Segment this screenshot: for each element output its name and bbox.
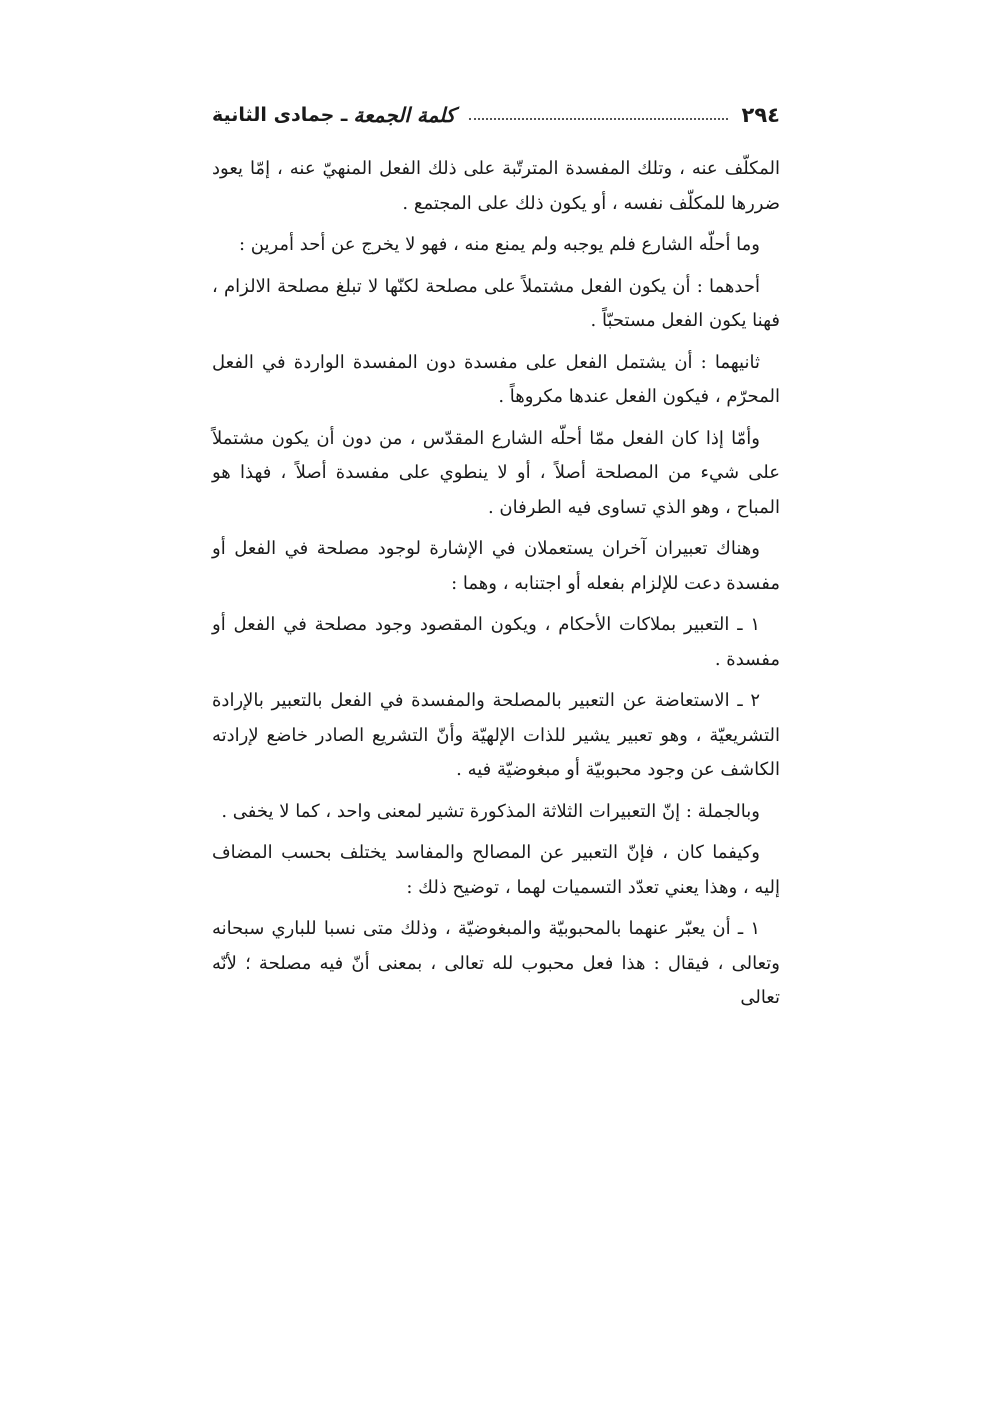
paragraph: وبالجملة : إنّ التعبيرات الثلاثة المذكورة تشير لمعنى واحد ، كما لا يخفى . <box>221 800 760 822</box>
paragraph: وأمّا إذا كان الفعل ممّا أحلّه الشارع المقدّس ، من دون أن يكون مشتملاً على شيء من المصلحة أصلاً ، أو لا ينطوي على مفسدة أصلاً ، فهذا هو المباح ، وهو الذي تساوى فيه الطرفان . <box>212 427 780 518</box>
paragraph: وهناك تعبيران آخران يستعملان في الإشارة لوجود مصلحة في الفعل أو مفسدة دعت للإلزام بفعله أو اجتنابه ، وهما : <box>212 538 780 594</box>
paragraph: المكلّف عنه ، وتلك المفسدة المترتّبة على ذلك الفعل المنهيّ عنه ، إمّا يعود ضررها للمكلّف نفسه ، أو يكون ذلك على المجتمع . <box>212 158 780 214</box>
list-item: ٢ ـ الاستعاضة عن التعبير بالمصلحة والمفسدة في الفعل بالتعبير بالإرادة التشريعيّة ، وهو تعبير يشير للذات الإلهيّة وأنّ التشريع الصادر خاضع لإرادته الكاشف عن وجود محبوبيّة أو مبغوضيّة فيه . <box>212 690 780 780</box>
body-text <box>212 152 780 1023</box>
list-item: ١ ـ أن يعبّر عنهما بالمحبوبيّة والمبغوضيّة ، وذلك متى نسبا للباري سبحانه وتعالى ، فيقال : هذا فعل محبوب لله تعالى ، بمعنى أنّ فيه مصلحة ؛ لأنّه تعالى <box>212 918 780 1008</box>
header-dot-leader <box>469 118 727 120</box>
paragraph: وكيفما كان ، فإنّ التعبير عن المصالح والمفاسد يختلف بحسب المضاف إليه ، وهذا يعني تعدّد التسميات لهما ، توضيح ذلك : <box>212 842 780 898</box>
running-header <box>212 98 780 132</box>
journal-logo: كلمة الجمعة <box>353 103 456 127</box>
paragraph: أحدهما : أن يكون الفعل مشتملاً على مصلحة لكنّها لا تبلغ مصلحة الالزام ، فهنا يكون الفعل مستحبّاً . <box>212 275 780 331</box>
journal-issue: ـ جمادى الثانية <box>212 104 348 126</box>
paragraph: ثانيهما : أن يشتمل الفعل على مفسدة دون المفسدة الواردة في الفعل المحرّم ، فيكون الفعل عندها مكروهاً . <box>212 351 780 407</box>
paragraph: وما أحلّه الشارع فلم يوجبه ولم يمنع منه ، فهو لا يخرج عن أحد أمرين : <box>238 234 760 255</box>
list-item: ١ ـ التعبير بملاكات الأحكام ، ويكون المقصود وجود مصلحة في الفعل أو مفسدة . <box>212 614 780 670</box>
journal-title <box>212 103 455 127</box>
page-number: ٢٩٤ <box>741 103 780 127</box>
